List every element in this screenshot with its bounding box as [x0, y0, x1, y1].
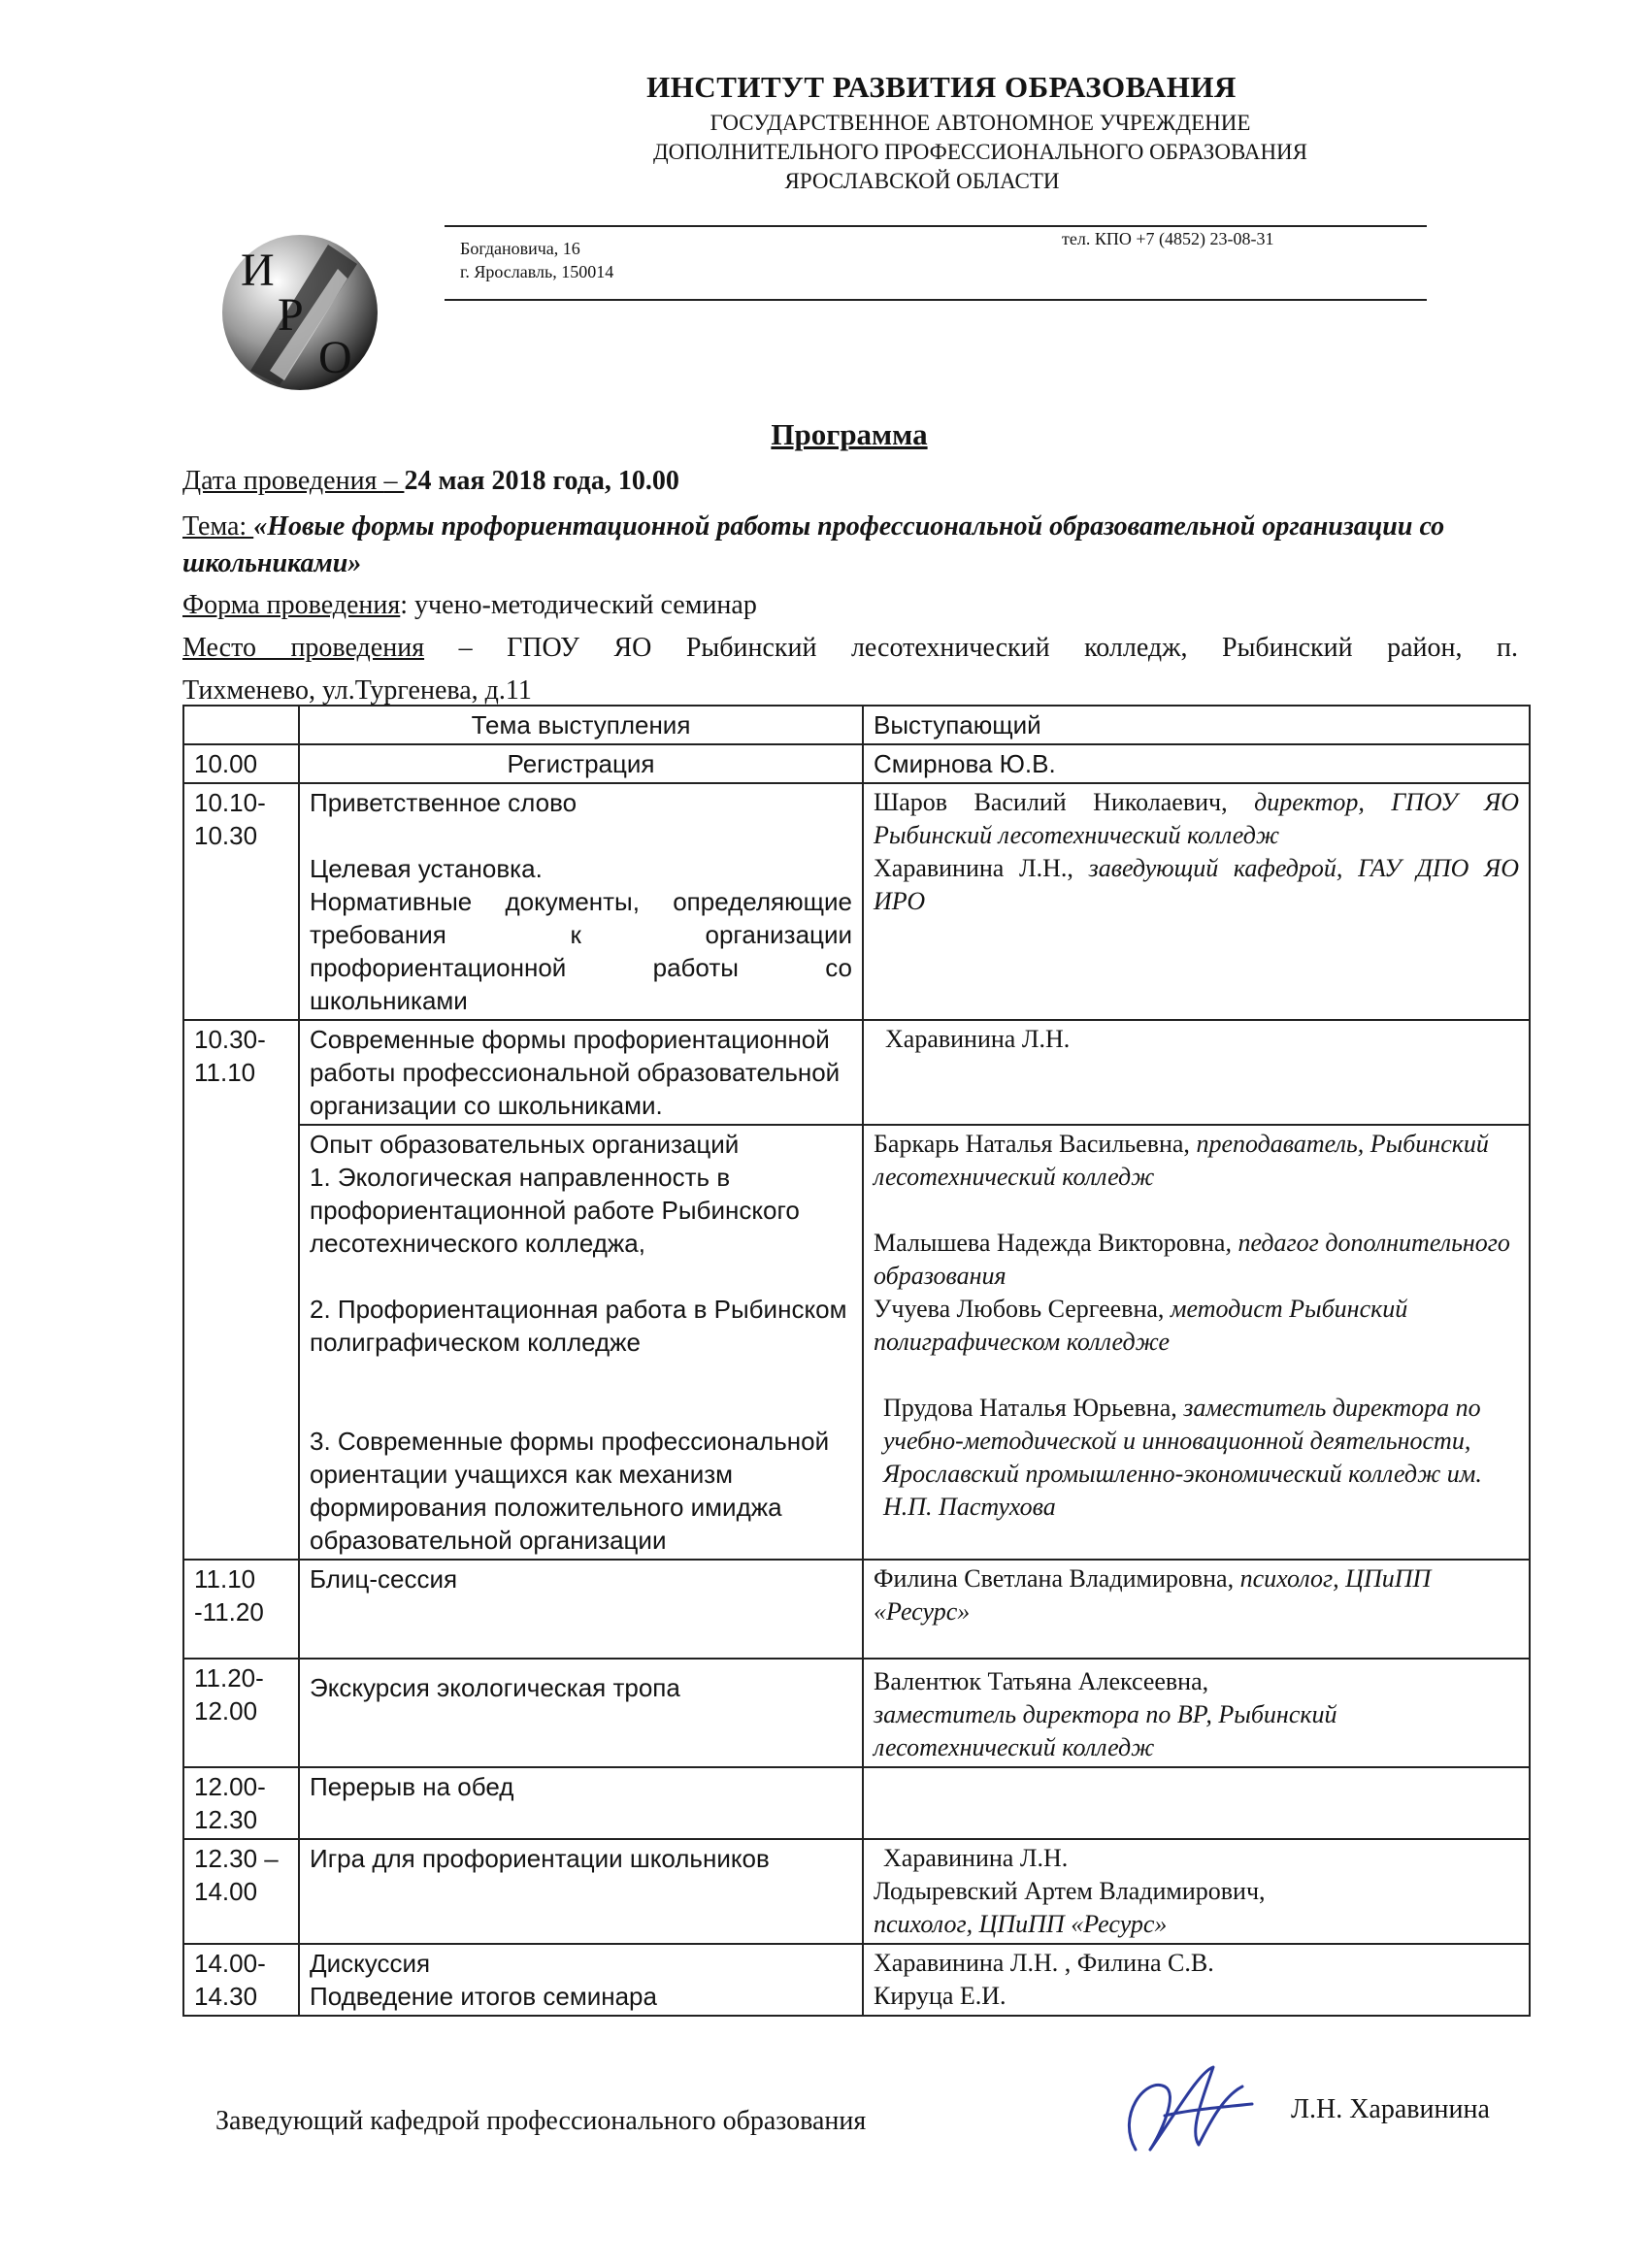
place-value: – ГПОУ ЯО Рыбинский лесотехнический колледж, Рыбинский район, п.: [424, 633, 1518, 663]
row-time: 10.10-10.30: [183, 783, 299, 1020]
spacer: [874, 1194, 1519, 1227]
date-value: 24 мая 2018 года, 10.00: [404, 466, 679, 496]
speaker-name: Малышева Надежда Викторовна: [874, 1229, 1226, 1257]
speaker-2: [874, 852, 1519, 918]
speaker-role: директор, ГПОУ ЯО Рыбинский лесотехнический колледж: [874, 788, 1519, 849]
header-topic: Тема выступления: [299, 706, 863, 744]
speaker-role: психолог, ЦПиПП «Ресурс»: [874, 1564, 1432, 1626]
speaker-name: Учуева Любовь Сергеевна,: [874, 1295, 1171, 1323]
row-topic: Блиц-сессия: [299, 1560, 863, 1659]
org-line-3: ЯРОСЛАВСКОЙ ОБЛАСТИ: [784, 169, 1060, 193]
signatory-name: Л.Н. Харавинина: [1291, 2094, 1490, 2124]
letterhead-rule-bottom: [445, 299, 1427, 301]
row-time: 11.20-12.00: [183, 1659, 299, 1767]
table-row: [183, 1767, 1530, 1839]
form-value: : учено-методический семинар: [400, 590, 757, 620]
signature-stroke: [1129, 2067, 1252, 2150]
row-speaker: [863, 783, 1530, 1020]
table-row: [183, 783, 1530, 1020]
speaker-name: Валентюк Татьяна Алексеевна,: [874, 1667, 1209, 1695]
spacer: [310, 1260, 852, 1293]
spacer: [874, 1359, 1519, 1392]
speaker-role: заместитель директора по ВР, Рыбинский лесотехнический колледж: [874, 1700, 1337, 1761]
speaker-name: Баркарь Наталья Васильевна,: [874, 1130, 1197, 1158]
table-row: [183, 1020, 1530, 1125]
logo-letter-r: Р: [278, 289, 304, 341]
row-speaker: Смирнова Ю.В.: [863, 744, 1530, 783]
speaker-role: заместитель директора по учебно-методической и инновационной деятельности, Ярославский промышленно-экономический колледж им. Н.П. Пастухова: [883, 1394, 1482, 1521]
speaker-1: [874, 1128, 1519, 1194]
place-line: [182, 629, 1518, 668]
row-topic: Игра для профориентации школьников: [299, 1839, 863, 1944]
form-label: Форма проведения: [182, 590, 401, 620]
topic-summary: Подведение итогов семинара: [310, 1982, 657, 2011]
row-speaker: [863, 1659, 1530, 1767]
topic-experience: Опыт образовательных организаций: [310, 1130, 740, 1159]
row-speaker: [863, 1944, 1530, 2016]
logo-letter-o: О: [318, 332, 352, 383]
topic-item-1: 1. Экологическая направленность в профориентационной работе Рыбинского лесотехнического колледжа,: [310, 1163, 800, 1258]
phone: тел. КПО +7 (4852) 23-08-31: [1062, 229, 1274, 248]
speaker-1: Харавинина Л.Н. , Филина С.В.: [874, 1949, 1214, 1977]
org-line-1: ГОСУДАРСТВЕННОЕ АВТОНОМНОЕ УЧРЕЖДЕНИЕ: [710, 111, 1251, 135]
theme-line: [182, 509, 1518, 582]
speaker-name: Филина Светлана Владимировна,: [874, 1564, 1240, 1593]
row-time: 11.10 -11.20: [183, 1560, 299, 1659]
org-line-2: ДОПОЛНИТЕЛЬНОГО ПРОФЕССИОНАЛЬНОГО ОБРАЗОВАНИЯ: [652, 140, 1308, 164]
row-speaker: [863, 1839, 1530, 1944]
speaker-name: Прудова Наталья Юрьевна,: [883, 1394, 1184, 1422]
header-speaker: Выступающий: [863, 706, 1530, 744]
row-time: 12.30 –14.00: [183, 1839, 299, 1944]
speaker-1: [874, 786, 1519, 852]
date-label: Дата проведения: [182, 466, 384, 496]
table-header-row: [183, 706, 1530, 744]
row-time: 10.30-11.10: [183, 1020, 299, 1560]
theme-value: «Новые формы профориентационной работы профессиональной образовательной организации со школьниками»: [182, 511, 1445, 578]
row-speaker: [863, 1125, 1530, 1560]
topic-docs: Нормативные документы, определяющие требования к организации профориентационной работы со школьниками: [310, 887, 852, 1015]
row-topic: Регистрация: [299, 744, 863, 783]
signatory-position: Заведующий кафедрой профессионального образования: [215, 2106, 867, 2136]
speaker-3: [874, 1293, 1519, 1359]
handwritten-signature: [1106, 2057, 1262, 2164]
program-title: Программа: [771, 417, 928, 451]
topic-discussion: Дискуссия: [310, 1949, 431, 1978]
row-speaker: [863, 1560, 1530, 1659]
row-topic: [299, 1944, 863, 2016]
table-row: [183, 1560, 1530, 1659]
iro-logo: [212, 225, 388, 392]
table-row: [183, 1839, 1530, 1944]
letterhead-rule-top: [445, 225, 1427, 227]
topic-goal: Целевая установка.: [310, 854, 543, 883]
program-table: [182, 705, 1531, 2017]
place-label: Место проведения: [182, 633, 425, 663]
speaker-2: Кируца Е.И.: [874, 1982, 1006, 2010]
row-time: 12.00-12.30: [183, 1767, 299, 1839]
speaker-name: Шаров Василий Николаевич,: [874, 788, 1255, 816]
row-time: 10.00: [183, 744, 299, 783]
org-name: ИНСТИТУТ РАЗВИТИЯ ОБРАЗОВАНИЯ: [646, 70, 1237, 104]
topic-greeting: Приветственное слово: [310, 788, 578, 817]
speaker-4: [874, 1392, 1519, 1524]
row-topic: Современные формы профориентационной работы профессиональной образовательной организации со школьниками.: [299, 1020, 863, 1125]
form-line: [182, 586, 1518, 625]
date-line: [182, 462, 1518, 501]
speaker-role: , педагог дополнительного образования: [874, 1229, 1510, 1290]
row-topic: Перерыв на обед: [299, 1767, 863, 1839]
row-topic: [299, 783, 863, 1020]
address-street: Богдановича, 16: [460, 239, 580, 258]
speaker-1: Харавинина Л.Н.: [883, 1844, 1069, 1872]
theme-label: Тема:: [182, 511, 254, 542]
row-time: 14.00-14.30: [183, 1944, 299, 2016]
speaker-role: заведующий кафедрой, ГАУ ДПО ЯО ИРО: [874, 854, 1519, 915]
table-row: [183, 1125, 1530, 1560]
row-speaker: [863, 1767, 1530, 1839]
topic-item-3: 3. Современные формы профессиональной ориентации учащихся как механизм формирования положительного имиджа образовательной организации: [310, 1427, 830, 1555]
speaker-name: Харавинина Л.Н.,: [874, 854, 1089, 882]
table-row: [183, 1944, 1530, 2016]
table-row: [183, 1659, 1530, 1767]
spacer: [874, 1524, 1519, 1551]
topic-item-2: 2. Профориентационная работа в Рыбинском полиграфическом колледже: [310, 1295, 847, 1357]
spacer: [310, 819, 852, 852]
date-dash: –: [383, 466, 405, 496]
row-topic: Экскурсия экологическая тропа: [299, 1659, 863, 1767]
speaker-2: [874, 1227, 1519, 1293]
spacer: [310, 1359, 852, 1425]
table-row: [183, 744, 1530, 783]
logo-letter-i: И: [241, 245, 275, 296]
header-time: [183, 706, 299, 744]
row-topic: [299, 1125, 863, 1560]
speaker-2: Лодыревский Артем Владимирович,: [874, 1877, 1266, 1905]
speaker-role: психолог, ЦПиПП «Ресурс»: [874, 1910, 1168, 1938]
row-speaker: Харавинина Л.Н.: [863, 1020, 1530, 1125]
speaker-role: преподаватель, Рыбинский лесотехнический колледж: [874, 1130, 1489, 1191]
speaker-role: методист Рыбинский полиграфическом колледже: [874, 1295, 1408, 1356]
place-line-2: Тихменево, ул.Тургенева, д.11: [182, 675, 532, 706]
address-city: г. Ярославль, 150014: [460, 262, 614, 281]
